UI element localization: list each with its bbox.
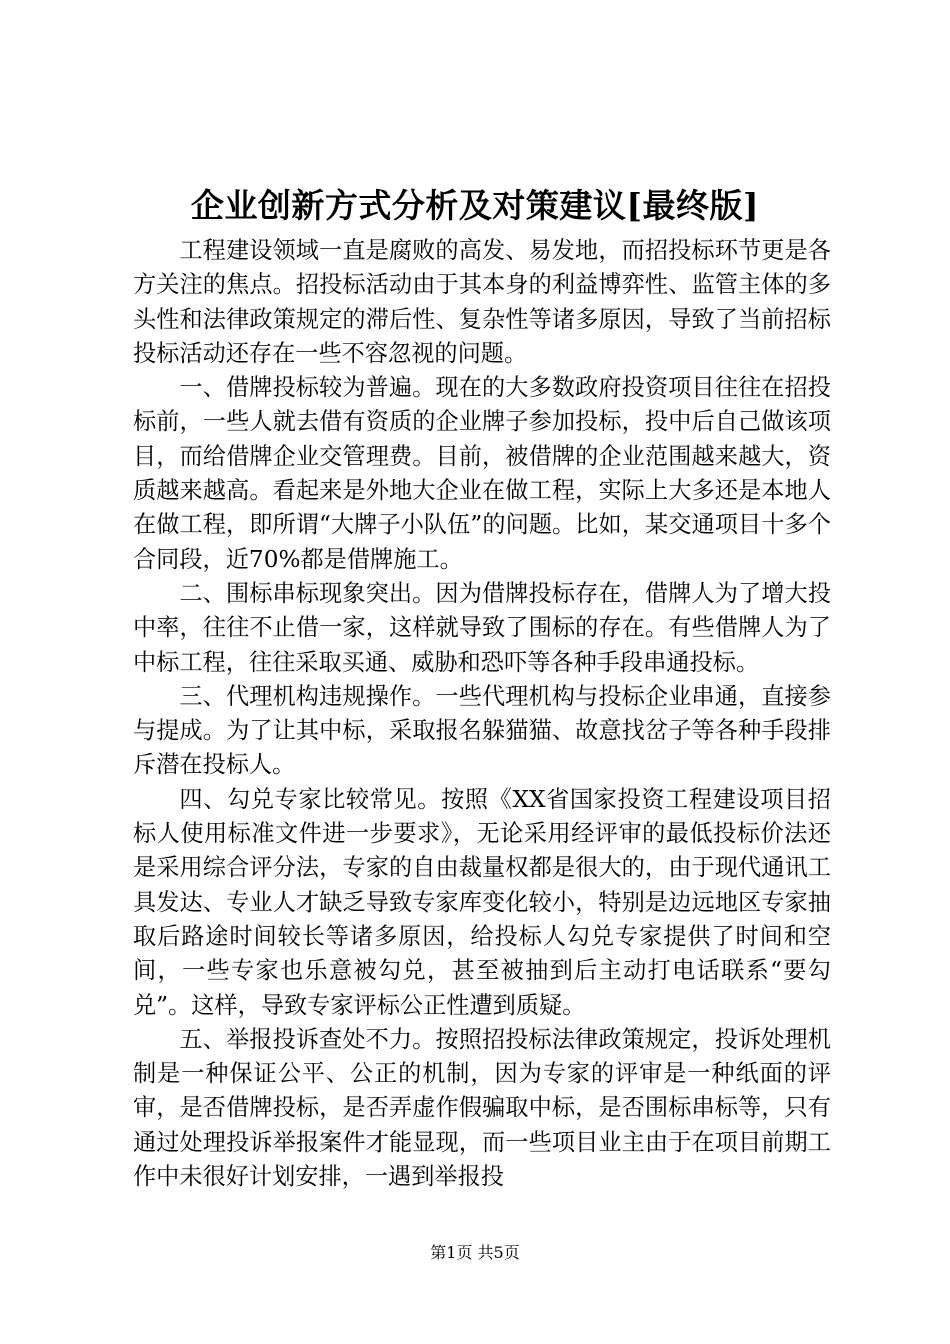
document-title: 企业创新方式分析及对策建议[最终版] (190, 186, 760, 225)
paragraph-3: 三、代理机构违规操作。一些代理机构与投标企业串通，直接参与提成。为了让其中标，采取报名躲猫猫、故意找岔子等各种手段排斥潜在投标人。 (133, 682, 831, 779)
paragraph-intro: 工程建设领域一直是腐败的高发、易发地，而招投标环节更是各方关注的焦点。招投标活动由于其本身的利益博弈性、监管主体的多头性和法律政策规定的滞后性、复杂性等诸多原因，导致了当前招标投标活动还存在一些不容忽视的问题。 (133, 237, 831, 367)
page-number-footer: 第1页 共5页 (430, 1243, 520, 1262)
paragraph-2: 二、围标串标现象突出。因为借牌投标存在，借牌人为了增大投中率，往往不止借一家，这样就导致了围标的存在。有些借牌人为了中标工程，往往采取买通、威胁和恐吓等各种手段串通投标。 (133, 579, 831, 676)
paragraph-4: 四、勾兑专家比较常见。按照《XX省国家投资工程建设项目招标人使用标准文件进一步要求》，无论采用经评审的最低投标价法还是采用综合评分法，专家的自由裁量权都是很大的，由于现代通讯工具发达、专业人才缺乏导致专家库变化较小，特别是边远地区专家抽取后路途时间较长等诸多原因，给投标人勾兑专家提供了时间和空间，一些专家也乐意被勾兑，甚至被抽到后主动打电话联系“要勾兑”。这样，导致专家评标公正性遭到质疑。 (133, 785, 831, 1019)
document-body (133, 234, 831, 1194)
paragraph-1: 一、借牌投标较为普遍。现在的大多数政府投资项目往往在招投标前，一些人就去借有资质的企业牌子参加投标，投中后自己做该项目，而给借牌企业交管理费。目前，被借牌的企业范围越来越大，资质越来越高。看起来是外地大企业在做工程，实际上大多还是本地人在做工程，即所谓“大牌子小队伍”的问题。比如，某交通项目十多个合同段，近70%都是借牌施工。 (133, 374, 831, 573)
paragraph-5: 五、举报投诉查处不力。按照招投标法律政策规定，投诉处理机制是一种保证公平、公正的机制，因为专家的评审是一种纸面的评审，是否借牌投标，是否弄虚作假骗取中标，是否围标串标等，只有通过处理投诉举报案件才能显现，而一些项目业主由于在项目前期工作中未很好计划安排，一遇到举报投 (133, 1025, 831, 1191)
